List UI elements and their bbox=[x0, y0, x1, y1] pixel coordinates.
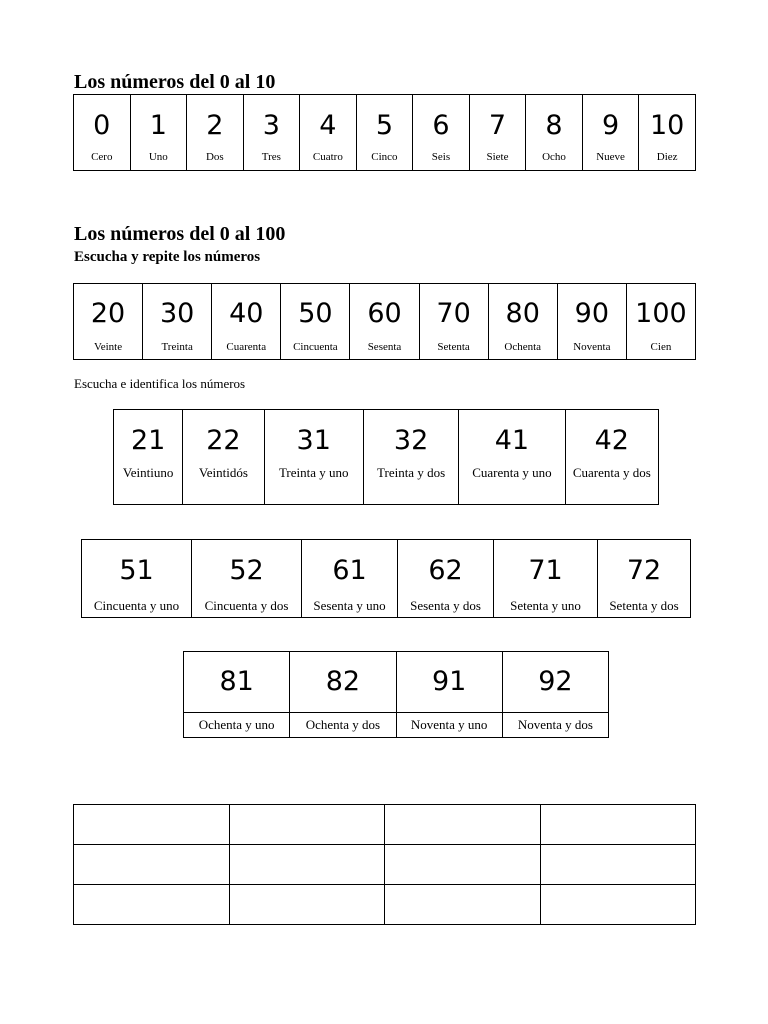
empty-cell[interactable] bbox=[385, 885, 541, 925]
number-word: Noventa y dos bbox=[517, 717, 593, 732]
number-cell bbox=[526, 95, 583, 171]
section1-title: Los números del 0 al 10 bbox=[74, 71, 276, 93]
numbers-row1-table bbox=[113, 409, 659, 505]
number-digit: 10 bbox=[649, 110, 685, 141]
number-cell bbox=[398, 540, 494, 618]
number-digit: 31 bbox=[296, 425, 331, 456]
number-word: Setenta y dos bbox=[609, 598, 679, 613]
number-cell bbox=[350, 284, 419, 360]
number-word: Sesenta y dos bbox=[410, 598, 481, 613]
number-digit: 1 bbox=[149, 110, 167, 141]
number-digit: 72 bbox=[626, 555, 662, 586]
number-digit: 30 bbox=[159, 298, 195, 329]
number-cell bbox=[187, 95, 244, 171]
number-digit: 100 bbox=[635, 298, 687, 329]
number-cell bbox=[626, 284, 695, 360]
number-cell bbox=[264, 410, 363, 505]
number-digit: 61 bbox=[332, 555, 367, 586]
empty-cell[interactable] bbox=[540, 885, 696, 925]
number-digit: 60 bbox=[367, 298, 402, 329]
number-digit: 80 bbox=[505, 298, 540, 329]
numbers-0-10-table bbox=[73, 94, 696, 171]
number-cell bbox=[192, 540, 302, 618]
number-cell bbox=[459, 410, 565, 505]
empty-cell[interactable] bbox=[385, 805, 541, 845]
number-cell bbox=[598, 540, 691, 618]
number-digit: 20 bbox=[90, 298, 126, 329]
empty-cell[interactable] bbox=[229, 845, 385, 885]
number-cell bbox=[356, 95, 413, 171]
number-digit: 7 bbox=[488, 110, 507, 141]
number-word: Veinte bbox=[94, 341, 123, 353]
number-word: Setenta y uno bbox=[510, 598, 581, 613]
number-word: Veintiuno bbox=[122, 465, 174, 480]
number-cell bbox=[502, 652, 608, 713]
empty-cell[interactable] bbox=[540, 805, 696, 845]
number-cell bbox=[419, 284, 488, 360]
number-cell bbox=[243, 95, 300, 171]
number-word: Sesenta y uno bbox=[313, 598, 386, 613]
number-word: Cincuenta y dos bbox=[204, 598, 289, 613]
number-word: Ochenta bbox=[504, 341, 542, 353]
number-word: Noventa y uno bbox=[410, 717, 488, 732]
number-word: Ochenta y uno bbox=[198, 717, 275, 732]
number-cell bbox=[565, 410, 658, 505]
number-digit: 4 bbox=[319, 110, 337, 141]
number-cell bbox=[74, 95, 131, 171]
word-cell bbox=[396, 713, 502, 738]
number-cell bbox=[74, 284, 143, 360]
number-word: Treinta bbox=[161, 341, 193, 353]
number-cell bbox=[281, 284, 350, 360]
number-word: Veintidós bbox=[198, 465, 248, 480]
numbers-tens-table bbox=[73, 283, 696, 360]
number-word: Cuarenta bbox=[226, 341, 267, 353]
number-digit: 22 bbox=[206, 425, 241, 456]
number-word: Cuatro bbox=[312, 151, 343, 163]
number-digit: 32 bbox=[393, 425, 429, 456]
number-word: Cero bbox=[91, 151, 113, 163]
number-word: Cincuenta bbox=[293, 341, 338, 353]
number-word: Uno bbox=[148, 151, 168, 163]
number-word: Setenta bbox=[437, 341, 470, 353]
number-word: Tres bbox=[261, 151, 281, 163]
number-digit: 92 bbox=[538, 666, 573, 697]
word-cell bbox=[502, 713, 608, 738]
number-word: Cinco bbox=[371, 151, 398, 163]
empty-cell[interactable] bbox=[229, 885, 385, 925]
number-cell bbox=[582, 95, 639, 171]
empty-cell[interactable] bbox=[74, 845, 230, 885]
number-cell bbox=[130, 95, 187, 171]
number-word: Cien bbox=[650, 341, 672, 353]
number-word: Diez bbox=[656, 151, 678, 163]
number-digit: 6 bbox=[432, 110, 450, 141]
section3-instruction: Escucha e identifica los números bbox=[74, 376, 246, 391]
number-digit: 41 bbox=[494, 425, 530, 456]
number-word: Dos bbox=[205, 151, 224, 163]
number-digit: 9 bbox=[601, 110, 620, 141]
empty-cell[interactable] bbox=[74, 805, 230, 845]
number-word: Ocho bbox=[542, 151, 566, 163]
number-digit: 2 bbox=[206, 110, 224, 141]
number-cell bbox=[494, 540, 598, 618]
number-digit: 62 bbox=[428, 555, 463, 586]
number-digit: 8 bbox=[545, 110, 563, 141]
number-word: Seis bbox=[431, 151, 451, 163]
number-cell bbox=[488, 284, 557, 360]
number-digit: 50 bbox=[298, 298, 333, 329]
number-digit: 21 bbox=[130, 425, 166, 456]
number-word: Treinta y dos bbox=[377, 465, 446, 480]
number-word: Noventa bbox=[573, 341, 611, 353]
number-digit: 3 bbox=[262, 110, 280, 141]
empty-answer-grid bbox=[73, 804, 696, 925]
number-digit: 91 bbox=[431, 666, 467, 697]
number-cell bbox=[212, 284, 281, 360]
number-digit: 51 bbox=[119, 555, 154, 586]
word-cell bbox=[290, 713, 396, 738]
number-cell bbox=[183, 410, 264, 505]
number-cell bbox=[469, 95, 526, 171]
number-cell bbox=[413, 95, 470, 171]
number-word: Cuarenta y dos bbox=[572, 465, 651, 480]
number-digit: 42 bbox=[594, 425, 629, 456]
number-word: Sesenta bbox=[367, 341, 402, 353]
number-cell bbox=[114, 410, 183, 505]
number-word: Nueve bbox=[596, 151, 625, 163]
number-cell bbox=[639, 95, 696, 171]
empty-cell[interactable] bbox=[385, 845, 541, 885]
number-cell bbox=[82, 540, 192, 618]
number-word: Siete bbox=[486, 151, 509, 163]
number-cell bbox=[363, 410, 458, 505]
section2-title: Los números del 0 al 100 bbox=[74, 223, 286, 245]
number-cell bbox=[557, 284, 626, 360]
number-digit: 52 bbox=[229, 555, 264, 586]
number-cell bbox=[184, 652, 290, 713]
number-digit: 5 bbox=[375, 110, 394, 141]
number-digit: 81 bbox=[219, 666, 254, 697]
number-digit: 0 bbox=[93, 110, 111, 141]
number-digit: 82 bbox=[325, 666, 361, 697]
numbers-row2-table bbox=[81, 539, 691, 618]
number-cell bbox=[143, 284, 212, 360]
word-cell bbox=[184, 713, 290, 738]
numbers-row3-table bbox=[183, 651, 609, 738]
empty-cell[interactable] bbox=[540, 845, 696, 885]
number-digit: 71 bbox=[528, 555, 563, 586]
number-cell bbox=[290, 652, 396, 713]
number-digit: 90 bbox=[574, 298, 609, 329]
number-cell bbox=[302, 540, 398, 618]
number-cell bbox=[300, 95, 357, 171]
number-cell bbox=[396, 652, 502, 713]
number-word: Treinta y uno bbox=[278, 465, 349, 480]
empty-cell[interactable] bbox=[229, 805, 385, 845]
empty-cell[interactable] bbox=[74, 885, 230, 925]
number-word: Cincuenta y uno bbox=[93, 598, 180, 613]
number-digit: 70 bbox=[436, 298, 471, 329]
number-word: Cuarenta y uno bbox=[472, 465, 552, 480]
section2-subtitle: Escucha y repite los números bbox=[74, 249, 261, 265]
number-word: Ochenta y dos bbox=[305, 717, 381, 732]
number-digit: 40 bbox=[229, 298, 264, 329]
